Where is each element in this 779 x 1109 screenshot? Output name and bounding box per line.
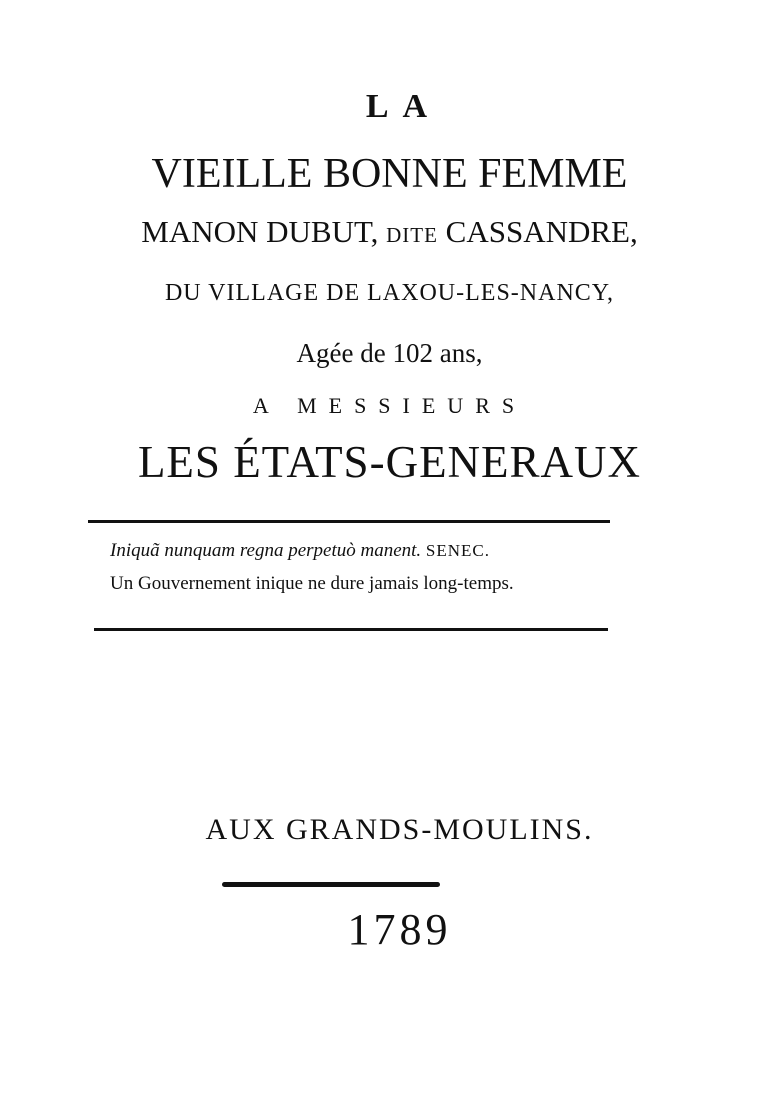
main-title: VIEILLE BONNE FEMME [151,151,628,197]
epigraph-source: SENEC. [425,541,491,560]
author-alias: CASSANDRE, [445,214,638,249]
author-name-line [0,214,779,250]
imprint-place: AUX GRANDS-MOULINS. [205,813,594,846]
address-line: A MESSIEURS [252,393,527,418]
epigraph-latin: Iniquã nunquam regna perpetuò manent. [110,540,422,561]
author-age: Agée de 102 ans, [296,338,483,368]
author-origin: DU VILLAGE DE LAXOU-LES-NANCY, [164,280,615,306]
epigraph-french: Un Gouvernement inique ne dure jamais long-temps. [110,573,514,594]
author-name: MANON DUBUT, [141,214,379,249]
imprint-year: 1789 [347,905,452,954]
epigraph-latin-line [110,540,490,562]
author-dite: DITE [386,223,438,247]
recipients-title: LES ÉTATS-GENERAUX [137,437,642,487]
divider-top [88,520,610,523]
divider-bottom [94,628,608,631]
imprint-rule [222,882,440,887]
title-article: LA [365,88,442,125]
